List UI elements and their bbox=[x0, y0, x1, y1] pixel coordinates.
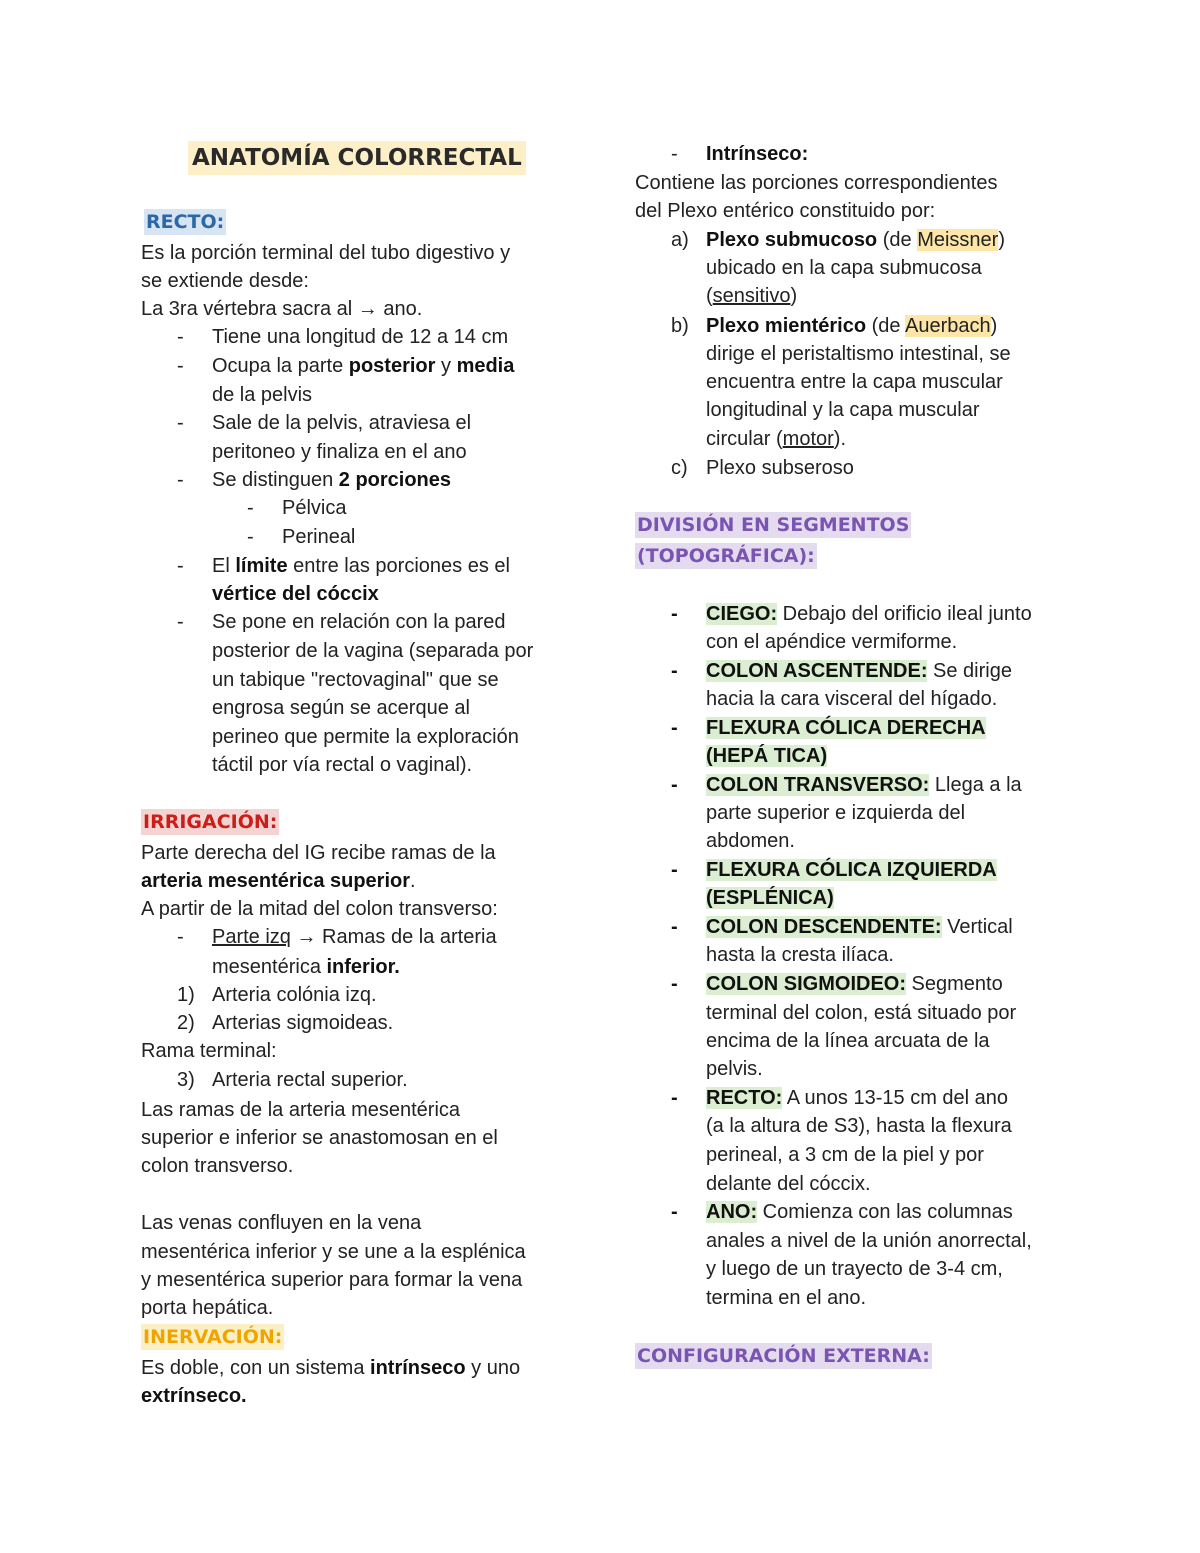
recto-intro-3: La 3ra vértebra sacra al → ano. bbox=[141, 298, 423, 320]
configuracion-heading: CONFIGURACIÓN EXTERNA: bbox=[637, 1345, 930, 1367]
recto-intro-2: se extiende desde: bbox=[141, 270, 309, 292]
recto-intro-1: Es la porción terminal del tubo digestivo y bbox=[141, 242, 511, 264]
page-title: ANATOMÍA COLORRECTAL bbox=[188, 141, 526, 175]
irrigacion-heading: IRRIGACIÓN: bbox=[143, 811, 278, 833]
inervacion-heading: INERVACIÓN: bbox=[143, 1326, 283, 1348]
recto-heading: RECTO: bbox=[146, 211, 225, 233]
division-heading: DIVISIÓN EN SEGMENTOS bbox=[637, 514, 910, 536]
